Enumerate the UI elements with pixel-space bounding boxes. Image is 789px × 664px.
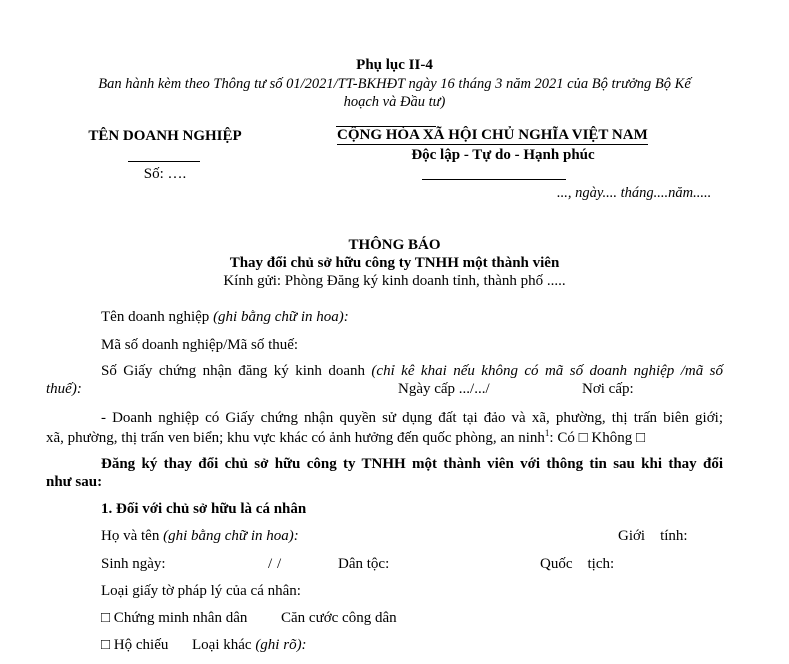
register-line1: Đăng ký thay đổi chủ sở hữu công ty TNHH một thành viên với thông tin sau khi thay đổi	[101, 456, 723, 472]
company-name-field	[101, 309, 349, 326]
passport-option[interactable]: □ Hộ chiếu	[101, 637, 169, 653]
land-footnote: 1	[544, 428, 550, 438]
nationality-field: Quốc tịch:	[540, 556, 615, 572]
notice-title: THÔNG BÁO	[348, 237, 441, 253]
gender-field: Giới tính:	[618, 528, 688, 544]
issue-place: Nơi cấp:	[582, 381, 634, 397]
other-doc-hint: (ghi rõ):	[255, 637, 307, 653]
motto-divider	[422, 179, 566, 180]
issue-date: Ngày cấp .../.../	[398, 381, 490, 397]
dob-separator-2: /	[277, 556, 282, 572]
cert-field-line1	[101, 363, 723, 380]
land-text: xã, phường, thị trấn ven biển; khu vực khác có ảnh hưởng đến quốc phòng, an ninh	[46, 430, 545, 446]
owner-name-label: Họ và tên	[101, 528, 164, 544]
individual-heading: 1. Đối với chủ sở hữu là cá nhân	[101, 501, 307, 517]
appendix-subtitle-line1: Ban hành kèm theo Thông tư số 01/2021/TT-BKHĐT ngày 16 tháng 3 năm 2021 của Bộ trưởng Bộ Kế	[98, 76, 691, 92]
citizen-id-option[interactable]: Căn cước công dân	[281, 610, 397, 626]
id-card-option[interactable]: □ Chứng minh nhân dân	[101, 610, 248, 626]
land-line1: - Doanh nghiệp có Giấy chứng nhận quyền sử dụng đất tại đảo và xã, phường, thị trấn biên giới;	[101, 410, 723, 426]
notice-recipient: Kính gửi: Phòng Đăng ký kinh doanh tỉnh, thành phố .....	[223, 273, 566, 289]
other-doc-option[interactable]	[192, 637, 307, 654]
cert-label: Số Giấy chứng nhận đăng ký kinh doanh	[101, 363, 372, 379]
land-line2	[46, 428, 645, 447]
dob-separator-1: /	[268, 556, 273, 572]
cert-hint: (chỉ kê khai nếu không có mã số doanh nghiệp /mã số	[371, 363, 723, 379]
id-doc-label: Loại giấy tờ pháp lý của cá nhân:	[101, 583, 301, 599]
company-divider	[128, 161, 200, 162]
register-line2: như sau:	[46, 474, 103, 490]
tax-code-field: Mã số doanh nghiệp/Mã số thuế:	[101, 337, 299, 353]
ethnicity-field: Dân tộc:	[338, 556, 390, 572]
motto: Độc lập - Tự do - Hạnh phúc	[411, 147, 595, 163]
company-name-heading: TÊN DOANH NGHIỆP	[88, 128, 242, 144]
document-number: Số: ….	[143, 166, 187, 182]
company-name-label: Tên doanh nghiệp	[101, 309, 214, 325]
company-name-hint: (ghi bằng chữ in hoa):	[213, 309, 349, 325]
appendix-title: Phụ lục II-4	[356, 57, 433, 73]
document-date: ..., ngày.... tháng....năm.....	[557, 185, 712, 201]
other-doc-label: Loại khác	[192, 637, 256, 653]
owner-name-hint: (ghi bằng chữ in hoa):	[163, 528, 299, 544]
owner-name-field	[101, 528, 299, 545]
cert-hint-line2: thuế):	[46, 381, 82, 397]
appendix-subtitle-line2: hoạch và Đầu tư)	[343, 94, 446, 110]
nation-heading: CỘNG HÒA XÃ HỘI CHỦ NGHĨA VIỆT NAM	[337, 127, 648, 143]
notice-subject: Thay đổi chủ sở hữu công ty TNHH một thành viên	[229, 255, 560, 271]
land-options: : Có □ Không □	[549, 430, 646, 446]
dob-field: Sinh ngày:	[101, 556, 166, 572]
